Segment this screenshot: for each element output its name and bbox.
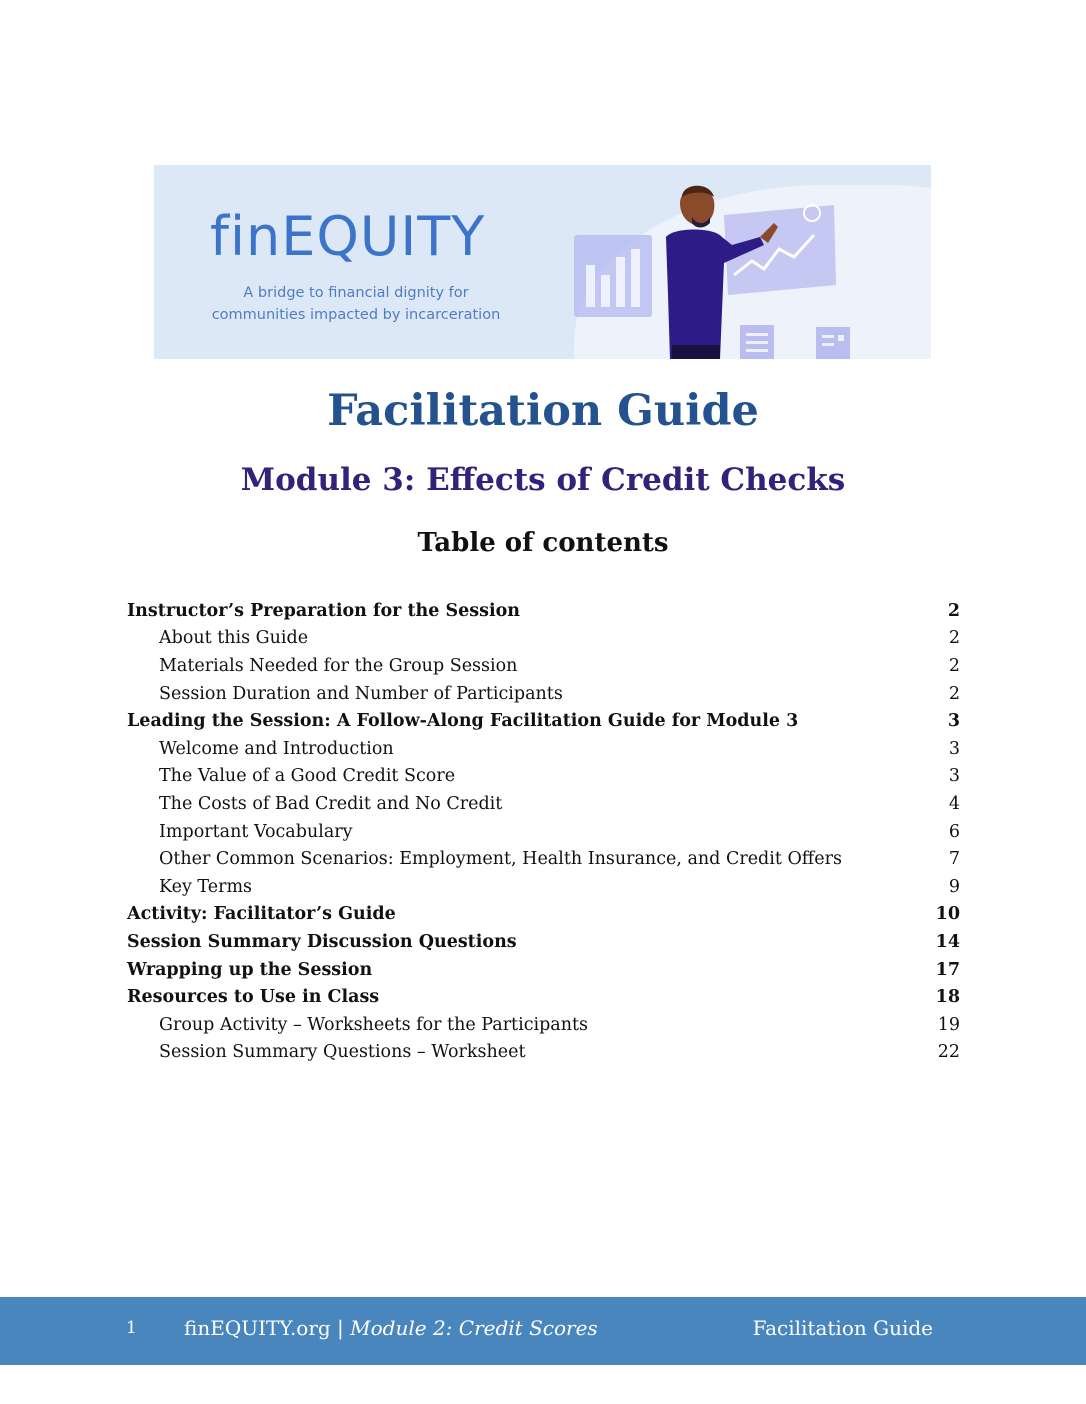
toc-entry[interactable] (127, 956, 960, 984)
toc-entry-page: 18 (935, 987, 960, 1008)
document-title: Facilitation Guide (327, 386, 759, 436)
toc-entry[interactable] (127, 845, 960, 873)
toc-entry-title: Wrapping up the Session (127, 959, 373, 980)
toc-entry-title: Session Summary Questions – Worksheet (159, 1042, 526, 1063)
footer-page-number: 1 (126, 1318, 137, 1338)
toc-entry-title: Resources to Use in Class (127, 987, 380, 1008)
bar-chart-panel-icon (574, 235, 652, 317)
banner-tagline (196, 282, 516, 326)
toc-entry-title: Welcome and Introduction (159, 738, 394, 759)
toc-entry-title: Other Common Scenarios: Employment, Health Insurance, and Credit Offers (159, 849, 842, 870)
banner-illustration (564, 165, 931, 359)
toc-entry-page: 4 (948, 793, 960, 814)
footer-module-name: Module 2: Credit Scores (350, 1316, 598, 1340)
toc-entry[interactable] (127, 818, 960, 846)
toc-entry-page: 3 (947, 711, 960, 732)
toc-entry[interactable] (127, 928, 960, 956)
toc-entry-title: The Costs of Bad Credit and No Credit (159, 793, 503, 814)
toc-entry[interactable] (127, 625, 960, 653)
toc-entry[interactable] (127, 597, 960, 625)
toc-entry[interactable] (127, 763, 960, 791)
toc-entry-title: Group Activity – Worksheets for the Participants (159, 1014, 589, 1035)
header-banner (154, 165, 931, 359)
toc-entry[interactable] (127, 1039, 960, 1067)
toc-entry-page: 3 (948, 766, 960, 787)
footer-guide-label: Facilitation Guide (752, 1316, 933, 1340)
toc-entry[interactable] (127, 680, 960, 708)
footer-site-link[interactable]: finEQUITY.org | (184, 1316, 351, 1340)
toc-entry-title: Instructor’s Preparation for the Session (127, 600, 521, 621)
toc-entry-page: 2 (948, 655, 960, 676)
footer-site (184, 1316, 598, 1340)
toc-entry[interactable] (127, 707, 960, 735)
toc-entry-title: The Value of a Good Credit Score (159, 766, 456, 787)
tagline-line-2: communities impacted by incarceration (211, 307, 501, 323)
toc-entry[interactable] (127, 790, 960, 818)
toc-entry-page: 14 (935, 931, 960, 952)
page-footer (0, 1297, 1086, 1365)
tagline-line-1: A bridge to financial dignity for (243, 285, 469, 301)
toc-entry-title: Key Terms (159, 876, 253, 897)
toc-entry-page: 3 (948, 738, 960, 759)
toc-entry-title: Session Duration and Number of Participants (159, 683, 563, 704)
toc-entry-page: 6 (948, 821, 960, 842)
toc-entry-title: Session Summary Discussion Questions (127, 931, 517, 952)
toc-entry[interactable] (127, 901, 960, 929)
module-subtitle: Module 3: Effects of Credit Checks (240, 462, 846, 498)
toc-entry-page: 2 (947, 600, 960, 621)
toc-entry-page: 17 (935, 959, 960, 980)
toc-entry-title: Activity: Facilitator’s Guide (127, 904, 396, 925)
finequity-logo: finEQUITY (210, 205, 486, 268)
toc-entry-page: 2 (948, 628, 960, 649)
toc-entry-page: 9 (948, 876, 960, 897)
toc-entry-title: About this Guide (159, 628, 309, 649)
toc-entry-title: Leading the Session: A Follow-Along Facilitation Guide for Module 3 (127, 711, 799, 732)
toc-entry-page: 7 (948, 849, 960, 870)
toc-entry[interactable] (127, 873, 960, 901)
toc-entry-page: 2 (948, 683, 960, 704)
toc-entry[interactable] (127, 735, 960, 763)
table-of-contents (127, 597, 960, 1066)
toc-heading: Table of contents (417, 528, 669, 558)
toc-entry[interactable] (127, 1011, 960, 1039)
toc-entry[interactable] (127, 652, 960, 680)
toc-entry-page: 10 (935, 904, 960, 925)
toc-entry-page: 22 (937, 1042, 960, 1063)
toc-entry[interactable] (127, 983, 960, 1011)
toc-entry-title: Materials Needed for the Group Session (159, 655, 518, 676)
toc-entry-page: 19 (937, 1014, 960, 1035)
toc-entry-title: Important Vocabulary (159, 821, 353, 842)
document-icons (740, 325, 850, 359)
